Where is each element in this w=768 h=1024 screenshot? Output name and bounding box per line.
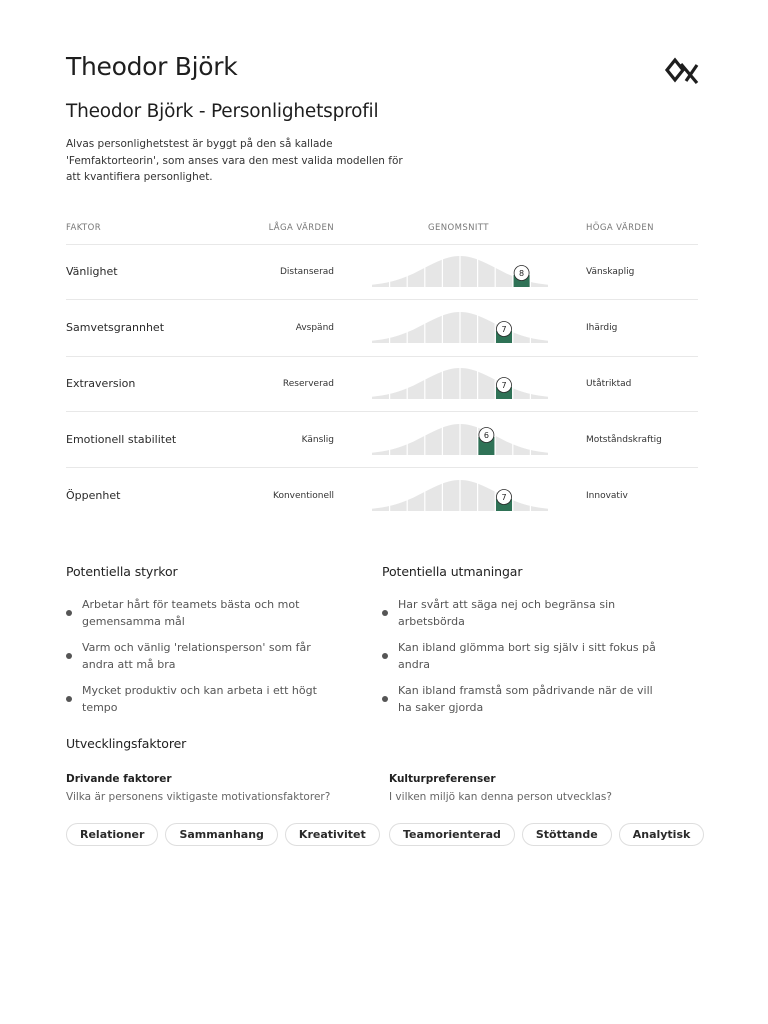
factor-label: Öppenhet	[66, 489, 121, 502]
page-title: Theodor Björk - Personlighetsprofil	[66, 101, 379, 122]
driver-tag: Sammanhang	[165, 823, 277, 846]
bullet-icon	[66, 696, 72, 702]
score-value: 8	[519, 269, 525, 278]
high-value-label: Vänskaplig	[586, 267, 635, 277]
factor-label: Samvetsgrannhet	[66, 321, 165, 334]
column-header-high: HÖGA VÄRDEN	[586, 223, 654, 233]
alva-logo-icon	[664, 56, 700, 86]
list-item-text: Har svårt att säga nej och begränsa sin arbetsbörda	[398, 598, 616, 628]
low-value-label: Känslig	[301, 435, 334, 445]
list-item-text: Kan ibland framstå som pådrivande när de vill ha saker gjorda	[398, 684, 653, 714]
score-value: 7	[501, 493, 507, 502]
list-item-text: Arbetar hårt för teamets bästa och mot gemensamma mål	[82, 598, 300, 628]
culture-question: I vilken miljö kan denna person utvecklas?	[389, 791, 612, 803]
list-item	[66, 682, 326, 716]
list-item	[382, 596, 658, 630]
drivers-tag-list	[66, 823, 380, 846]
development-title: Utvecklingsfaktorer	[66, 736, 187, 751]
low-value-label: Konventionell	[272, 491, 334, 501]
culture-tag: Stöttande	[522, 823, 612, 846]
list-item-text: Varm och vänlig 'relationsperson' som får andra att må bra	[82, 641, 311, 671]
factor-label: Vänlighet	[66, 265, 118, 278]
bullet-icon	[66, 653, 72, 659]
score-distribution-chart	[372, 298, 548, 356]
factor-label: Emotionell stabilitet	[66, 433, 177, 446]
score-value: 7	[501, 381, 507, 390]
low-value-label: Distanserad	[279, 267, 334, 277]
list-item-text: Mycket produktiv och kan arbeta i ett högt tempo	[82, 684, 317, 714]
column-header-factor: FAKTOR	[66, 223, 102, 233]
culture-tag: Teamorienterad	[389, 823, 515, 846]
list-item	[66, 639, 326, 673]
low-value-label: Reserverad	[282, 379, 334, 389]
high-value-label: Innovativ	[586, 491, 628, 501]
strengths-title: Potentiella styrkor	[66, 564, 178, 579]
score-distribution-chart	[372, 354, 548, 412]
intro-text: Alvas personlighetstest är byggt på den så kallade 'Femfaktorteorin', som anses vara den mest valida modellen för att kvantifiera personlighet.	[66, 138, 403, 183]
bullet-icon	[66, 610, 72, 616]
list-item-text: Kan ibland glömma bort sig själv i sitt fokus på andra	[398, 641, 656, 671]
driver-tag: Relationer	[66, 823, 158, 846]
high-value-label: Ihärdig	[586, 323, 618, 333]
factor-label: Extraversion	[66, 377, 136, 390]
bullet-icon	[382, 696, 388, 702]
culture-tag-list	[389, 823, 704, 846]
culture-tag: Analytisk	[619, 823, 705, 846]
score-distribution-chart	[372, 410, 548, 468]
score-value: 7	[501, 325, 507, 334]
drivers-question: Vilka är personens viktigaste motivationsfaktorer?	[66, 791, 331, 803]
driver-tag: Kreativitet	[285, 823, 380, 846]
score-distribution-chart	[372, 242, 548, 300]
list-item	[382, 639, 658, 673]
column-header-low: LÅGA VÄRDEN	[268, 223, 334, 233]
score-value: 6	[483, 431, 489, 440]
list-item	[66, 596, 326, 630]
high-value-label: Motståndskraftig	[586, 435, 662, 445]
high-value-label: Utåtriktad	[586, 379, 632, 389]
bullet-icon	[382, 653, 388, 659]
challenges-title: Potentiella utmaningar	[382, 564, 523, 579]
bullet-icon	[382, 610, 388, 616]
list-item	[382, 682, 658, 716]
score-distribution-chart	[372, 466, 548, 524]
candidate-name: Theodor Björk	[66, 52, 238, 81]
low-value-label: Avspänd	[295, 323, 334, 333]
drivers-title: Drivande faktorer	[66, 773, 172, 785]
column-header-average: GENOMSNITT	[428, 223, 489, 233]
culture-title: Kulturpreferenser	[389, 773, 496, 785]
